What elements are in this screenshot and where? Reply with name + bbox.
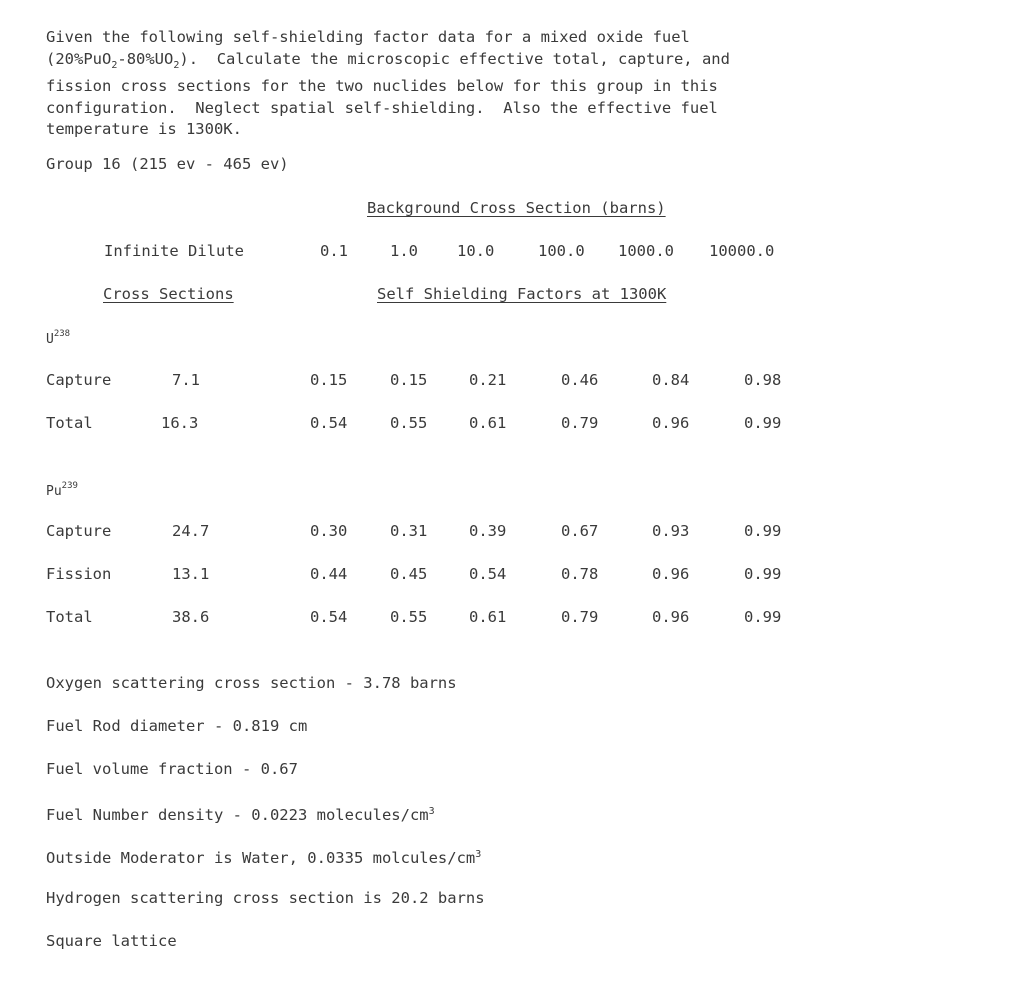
factor-cell: 0.98 [744,371,782,389]
superscript: 3 [428,806,435,817]
nuclide-symbol: U [46,332,54,348]
intro-line-5: temperature is 1300K. [46,120,242,139]
factor-cell: 0.54 [310,414,348,432]
factor-cell: 0.44 [310,565,348,583]
hydrogen-scattering-line: Hydrogen scattering cross section is 20.2 barns [46,889,485,907]
superscript: 3 [475,849,482,860]
factor-cell: 0.99 [744,565,782,583]
factor-cell: 0.39 [469,522,507,540]
fact-text: Outside Moderator is Water, 0.0335 molcules/cm [46,849,476,868]
nuclide-pu239-heading [46,477,78,502]
infinite-dilute-value: 38.6 [172,608,210,626]
problem-statement [46,27,946,141]
factor-cell: 0.78 [561,565,599,583]
infinite-dilute-value: 16.3 [161,414,199,432]
factor-cell: 0.99 [744,522,782,540]
oxygen-scattering-line: Oxygen scattering cross section - 3.78 barns [46,674,457,692]
infinite-dilute-value: 24.7 [172,522,210,540]
factor-cell: 0.55 [390,608,428,626]
infinite-dilute-value: 7.1 [172,371,200,389]
factor-cell: 0.79 [561,414,599,432]
factor-cell: 0.99 [744,414,782,432]
factor-cell: 0.96 [652,414,690,432]
fuel-volume-fraction-line: Fuel volume fraction - 0.67 [46,760,298,778]
intro-line-2-part: (20%PuO [46,49,112,68]
factor-cell: 0.54 [310,608,348,626]
row-label: Total [46,414,93,432]
row-label: Fission [46,565,112,583]
nuclide-symbol: Pu [46,484,62,500]
factor-cell: 0.55 [390,414,428,432]
nuclide-u238-heading [46,325,70,350]
fuel-number-density-line [46,802,435,825]
lattice-line: Square lattice [46,932,177,950]
background-value-4: 1000.0 [618,242,674,260]
subscript: 2 [111,59,118,71]
factor-cell: 0.46 [561,371,599,389]
nuclide-mass: 239 [61,481,78,491]
row-label: Capture [46,371,112,389]
factor-cell: 0.31 [390,522,428,540]
factor-cell: 0.15 [310,371,348,389]
row-label: Capture [46,522,112,540]
factor-cell: 0.30 [310,522,348,540]
factor-cell: 0.93 [652,522,690,540]
intro-line-3: fission cross sections for the two nuclides below for this group in this [46,77,718,96]
factor-cell: 0.79 [561,608,599,626]
factor-cell: 0.54 [469,565,507,583]
fuel-rod-diameter-line: Fuel Rod diameter - 0.819 cm [46,717,308,735]
intro-line-2-part: ). Calculate the microscopic effective total, capture, and [179,49,730,68]
background-header: Background Cross Section (barns) [367,199,666,217]
factor-cell: 0.61 [469,414,507,432]
infinite-dilute-value: 13.1 [172,565,210,583]
subscript: 2 [173,59,180,71]
ssf-header: Self Shielding Factors at 1300K [377,285,667,303]
intro-line-2 [46,49,946,77]
factor-cell: 0.67 [561,522,599,540]
fact-text: Fuel Number density - 0.0223 molecules/cm [46,806,429,825]
group-label: Group 16 (215 ev - 465 ev) [46,155,289,173]
nuclide-mass: 238 [53,329,71,339]
factor-cell: 0.84 [652,371,690,389]
intro-line-4: configuration. Neglect spatial self-shielding. Also the effective fuel [46,98,718,117]
factor-cell: 0.61 [469,608,507,626]
background-value-0: 0.1 [320,242,348,260]
intro-line-1: Given the following self-shielding factor data for a mixed oxide fuel [46,28,690,46]
factor-cell: 0.21 [469,371,507,389]
moderator-line [46,845,481,868]
background-value-3: 100.0 [538,242,585,260]
factor-cell: 0.96 [652,608,690,626]
factor-cell: 0.15 [390,371,428,389]
row-label: Total [46,608,93,626]
intro-line-2-part: -80%UO [117,49,174,68]
background-value-2: 10.0 [457,242,495,260]
cross-sections-label: Cross Sections [103,285,234,303]
background-value-5: 10000.0 [709,242,775,260]
factor-cell: 0.99 [744,608,782,626]
factor-cell: 0.96 [652,565,690,583]
background-value-1: 1.0 [390,242,418,260]
factor-cell: 0.45 [390,565,428,583]
infinite-dilute-label: Infinite Dilute [104,242,244,260]
